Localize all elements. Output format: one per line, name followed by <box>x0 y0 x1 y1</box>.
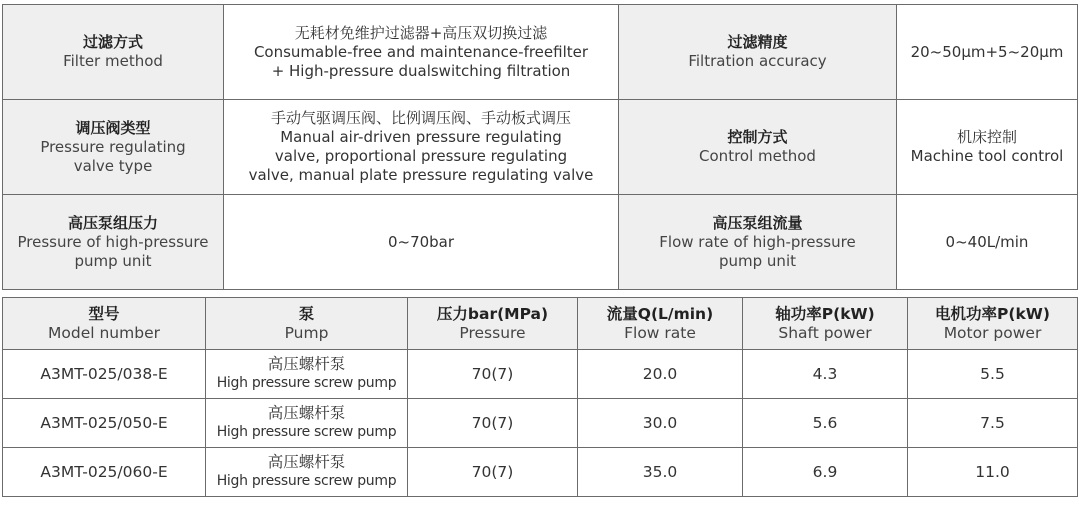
cell-pressure: 70(7) <box>408 350 578 399</box>
spec-table <box>2 4 1078 290</box>
cell-model: A3MT-025/050-E <box>3 399 206 448</box>
cell-flow: 30.0 <box>578 399 743 448</box>
spec-row-pump-unit <box>3 195 1078 290</box>
cell-flow: 20.0 <box>578 350 743 399</box>
value-control-method: 机床控制 Machine tool control <box>897 100 1078 195</box>
table-row <box>3 448 1078 497</box>
value-pump-pressure: 0~70bar <box>224 195 619 290</box>
table-row <box>3 399 1078 448</box>
cell-motor-power: 7.5 <box>908 399 1078 448</box>
cell-pressure: 70(7) <box>408 399 578 448</box>
spec-row-regulating-valve <box>3 100 1078 195</box>
cell-motor-power: 11.0 <box>908 448 1078 497</box>
cell-model: A3MT-025/060-E <box>3 448 206 497</box>
cell-pump: 高压螺杆泵 High pressure screw pump <box>206 399 408 448</box>
cell-model: A3MT-025/038-E <box>3 350 206 399</box>
cell-motor-power: 5.5 <box>908 350 1078 399</box>
label-pump-pressure: 高压泵组压力 Pressure of high-pressure pump unit <box>3 195 224 290</box>
cell-pressure: 70(7) <box>408 448 578 497</box>
header-shaft-power: 轴功率P(kW) Shaft power <box>743 298 908 350</box>
value-filtration-accuracy: 20~50μm+5~20μm <box>897 5 1078 100</box>
header-motor-power: 电机功率P(kW) Motor power <box>908 298 1078 350</box>
table-row <box>3 350 1078 399</box>
cell-shaft-power: 6.9 <box>743 448 908 497</box>
label-valve-type: 调压阀类型 Pressure regulating valve type <box>3 100 224 195</box>
value-valve-type: 手动气驱调压阀、比例调压阀、手动板式调压 Manual air-driven pressure regulating valve, proportional pressure regulating valve, manual plate pressure regulating valve <box>224 100 619 195</box>
cell-pump: 高压螺杆泵 High pressure screw pump <box>206 448 408 497</box>
cell-pump: 高压螺杆泵 High pressure screw pump <box>206 350 408 399</box>
spec-row-filter-method <box>3 5 1078 100</box>
value-pump-flow: 0~40L/min <box>897 195 1078 290</box>
cell-flow: 35.0 <box>578 448 743 497</box>
cell-shaft-power: 4.3 <box>743 350 908 399</box>
header-model-number: 型号 Model number <box>3 298 206 350</box>
model-table <box>2 297 1078 497</box>
header-pressure: 压力bar(MPa) Pressure <box>408 298 578 350</box>
header-pump: 泵 Pump <box>206 298 408 350</box>
value-filter-method: 无耗材免维护过滤器+高压双切换过滤 Consumable-free and maintenance-freefilter + High-pressure dualswitching filtration <box>224 5 619 100</box>
label-control-method: 控制方式 Control method <box>619 100 897 195</box>
label-filtration-accuracy: 过滤精度 Filtration accuracy <box>619 5 897 100</box>
label-filter-method: 过滤方式 Filter method <box>3 5 224 100</box>
model-table-header <box>3 298 1078 350</box>
header-flow-rate: 流量Q(L/min) Flow rate <box>578 298 743 350</box>
cell-shaft-power: 5.6 <box>743 399 908 448</box>
label-pump-flow: 高压泵组流量 Flow rate of high-pressure pump unit <box>619 195 897 290</box>
